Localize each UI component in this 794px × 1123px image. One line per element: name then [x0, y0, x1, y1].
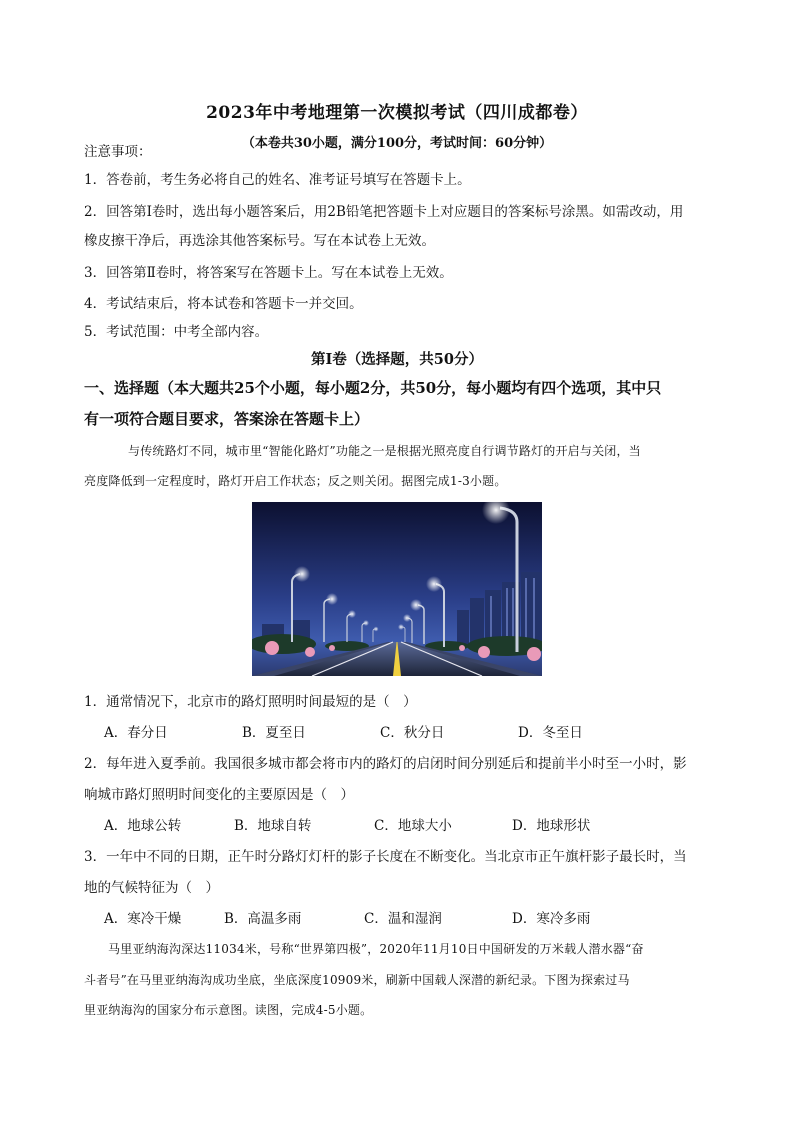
- q1-option-a[interactable]: A．春分日: [104, 725, 168, 741]
- notice-heading: 注意事项：: [84, 144, 152, 160]
- notice-item-2-cont: 橡皮擦干净后，再选涂其他答案标号。写在本试卷上无效。: [84, 233, 435, 249]
- question-3-stem-line-1: 3．一年中不同的日期，正午时分路灯灯杆的影子长度在不断变化。当北京市正午旗杆影子最长时，当: [84, 849, 687, 865]
- q3-option-a[interactable]: A．寒冷干燥: [104, 911, 182, 927]
- question-1-stem: 1．通常情况下，北京市的路灯照明时间最短的是（ ）: [84, 694, 417, 710]
- exam-subtitle: （本卷共30小题，满分100分，考试时间：60分钟）: [241, 136, 553, 151]
- exam-title: 2023年中考地理第一次模拟考试（四川成都卷）: [206, 103, 588, 123]
- section-title: 第Ⅰ卷（选择题，共50分）: [311, 351, 483, 368]
- q3-option-c[interactable]: C．温和湿润: [364, 911, 442, 927]
- question-2-stem-line-2: 响城市路灯照明时间变化的主要原因是（ ）: [84, 787, 354, 803]
- q1-option-c[interactable]: C．秋分日: [380, 725, 445, 741]
- q1-option-b[interactable]: B．夏至日: [242, 725, 306, 741]
- q2-option-a[interactable]: A．地球公转: [104, 818, 182, 834]
- part-heading-line-1: 一、选择题（本大题共25个小题，每小题2分，共50分，每小题均有四个选项，其中只: [84, 379, 662, 397]
- material-1-line-2: 亮度降低到一定程度时，路灯开启工作状态；反之则关闭。据图完成1-3小题。: [84, 474, 507, 488]
- notice-item-3: 3．回答第Ⅱ卷时，将答案写在答题卡上。写在本试卷上无效。: [84, 265, 453, 281]
- part-heading-line-2: 有一项符合题目要求，答案涂在答题卡上）: [84, 410, 370, 428]
- notice-item-2: 2．回答第Ⅰ卷时，选出每小题答案后，用2B铅笔把答题卡上对应题目的答案标号涂黑。如需改动，用: [84, 204, 684, 220]
- material-2-line-2: 斗者号”在马里亚纳海沟成功坐底，坐底深度10909米，刷新中国载人深潜的新纪录。下图为探索过马: [84, 973, 630, 987]
- q3-option-b[interactable]: B．高温多雨: [224, 911, 302, 927]
- notice-item-4: 4．考试结束后，将本试卷和答题卡一并交回。: [84, 296, 363, 312]
- notice-item-1: 1．答卷前，考生务必将自己的姓名、准考证号填写在答题卡上。: [84, 172, 471, 188]
- question-3-stem-line-2: 地的气候特征为（ ）: [84, 880, 219, 896]
- material-2-line-1: 马里亚纳海沟深达11034米，号称“世界第四极”，2020年11月10日中国研发的万米载人潜水器“奋: [108, 942, 644, 956]
- q1-option-d[interactable]: D．冬至日: [518, 725, 583, 741]
- q2-option-c[interactable]: C．地球大小: [374, 818, 452, 834]
- material-2-line-3: 里亚纳海沟的国家分布示意图。读图，完成4-5小题。: [84, 1003, 373, 1017]
- q2-option-b[interactable]: B．地球自转: [234, 818, 312, 834]
- material-1-line-1: 与传统路灯不同，城市里“智能化路灯”功能之一是根据光照亮度自行调节路灯的开启与关闭，当: [128, 444, 641, 458]
- q3-option-d[interactable]: D．寒冷多雨: [512, 911, 591, 927]
- question-2-stem-line-1: 2．每年进入夏季前。我国很多城市都会将市内的路灯的启闭时间分别延后和提前半小时至一小时，影: [84, 756, 687, 772]
- q2-option-d[interactable]: D．地球形状: [512, 818, 591, 834]
- notice-item-5: 5．考试范围：中考全部内容。: [84, 324, 269, 340]
- street-lamp-photo: [252, 502, 542, 676]
